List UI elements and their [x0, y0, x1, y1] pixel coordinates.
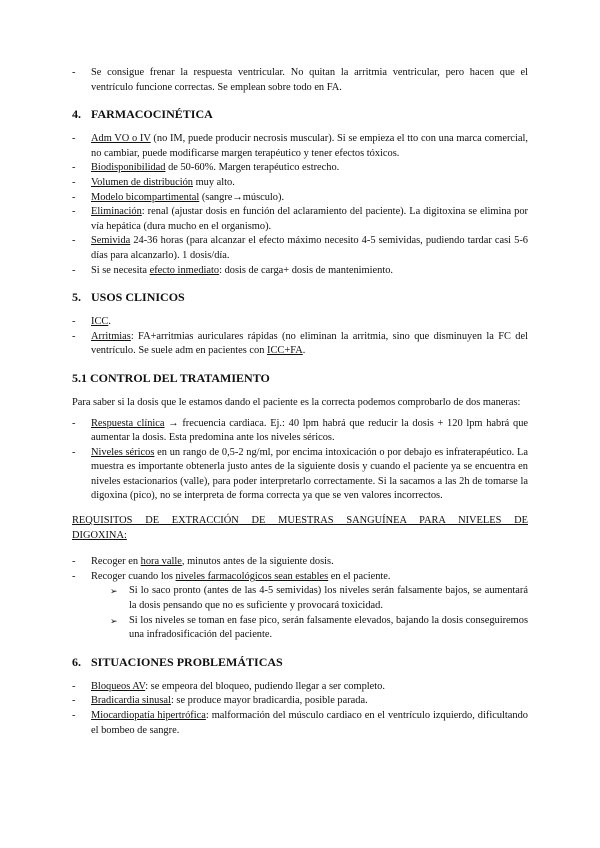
arrow-bullet-icon: ➢: [110, 586, 118, 597]
dash-bullet: -: [72, 67, 76, 78]
section-heading-usos-clinicos: 5. USOS CLINICOS: [72, 290, 185, 305]
section-heading-farmacocinetica: 4. FARMACOCINÉTICA: [72, 107, 213, 122]
list-item: - Modelo bicompartimental (sangre→músculo).: [72, 191, 285, 203]
list-item-text: Se consigue frenar la respuesta ventricular. No quitan la arritmia ventricular, pero hacen que el ventrículo funcione correctas. Se emplean sobre todo en FA.: [91, 67, 528, 93]
section-heading-situaciones-problematicas: 6. SITUACIONES PROBLEMÁTICAS: [72, 654, 283, 669]
list-item: - Niveles séricos en un rango de 0,5-2 ng/ml, por encima intoxicación o por debajo es infraterapéutico. La muestra es importante obtenerla justo antes de la siguiente dosis y cuando el paciente ya se encuentra en niveles estacionarios (valle), para poder interpretarlo correctamente. Si la sacamos a las 2h de tomarse la digoxina (pico), no se interpreta de forma correcta ya que se ven valores incorrectos.: [72, 446, 528, 502]
list-item: - Volumen de distribución muy alto.: [72, 176, 235, 188]
list-item: - Si se necesita efecto inmediato: dosis de carga+ dosis de mantenimiento.: [72, 264, 394, 276]
list-item: - Eliminación: renal (ajustar dosis en función del aclaramiento del paciente). La digitoxina se elimina por vía hepática (dura mucho en el organismo).: [72, 206, 528, 232]
sub-list-item: ➢ Si lo saco pronto (antes de las 4-5 semividas) los niveles serán falsamente bajos, se aumentará la dosis pensando que no es suficiente y provocará toxicidad.: [110, 585, 528, 612]
paragraph: Para saber si la dosis que le estamos dando el paciente es la correcta podemos comprobarlo de dos maneras:: [72, 396, 521, 408]
list-item: - Adm VO o IV (no IM, puede producir necrosis muscular). Si se empieza el tto con una marca comercial, no cambiar, puede modificarse margen terapéutico y tener efectos tóxicos.: [72, 133, 528, 159]
list-item: - Bloqueos AV: se empeora del bloqueo, pudiendo llegar a ser completo.: [72, 680, 385, 692]
list-item: - Arritmias: FA+arritmias auriculares rápidas (no eliminan la arritmia, sino que disminuyen la FC del ventrículo. Se suele adm en pacientes con ICC+FA.: [72, 330, 528, 357]
sub-list-item: ➢ Si los niveles se toman en fase pico, serán falsamente elevados, bajando la dosis conseguiremos una infradosificación del paciente.: [110, 614, 528, 641]
document-body: [72, 66, 528, 738]
list-item: - Respuesta clínica → frecuencia cardiaca. Ej.: 40 lpm habrá que reducir la dosis + 120 lpm habrá que aumentar la dosis. Esta predomina ante los niveles séricos.: [72, 417, 528, 444]
list-item: - Semivida 24-36 horas (para alcanzar el efecto máximo necesito 4-5 semividas, pudiendo tardar casi 5-6 días para alcanzarlo). 1 dosis/día.: [72, 235, 528, 261]
requisitos-heading: REQUISITOS DE EXTRACCIÓN DE MUESTRAS SANGUÍNEA PARA NIVELES DE DIGOXINA:: [72, 515, 528, 541]
list-item: - ICC.: [72, 316, 111, 328]
list-item: - Recoger cuando los niveles farmacológicos sean estables en el paciente.: [72, 570, 391, 582]
list-item: - Recoger en hora valle, minutos antes de la siguiente dosis.: [72, 556, 334, 568]
list-item: [72, 66, 528, 95]
list-item: - Miocardiopatía hipertrófica: malformación del músculo cardiaco en el ventrículo izquierdo, dificultando el bombeo de sangre.: [72, 710, 528, 736]
list-item: - Bradicardia sinusal: se produce mayor bradicardia, posible parada.: [72, 695, 368, 707]
arrow-bullet-icon: ➢: [110, 615, 118, 626]
section-heading-control-tratamiento: 5.1 CONTROL DEL TRATAMIENTO: [72, 370, 270, 385]
list-item: - Biodisponibilidad de 50-60%. Margen terapéutico estrecho.: [72, 162, 340, 174]
